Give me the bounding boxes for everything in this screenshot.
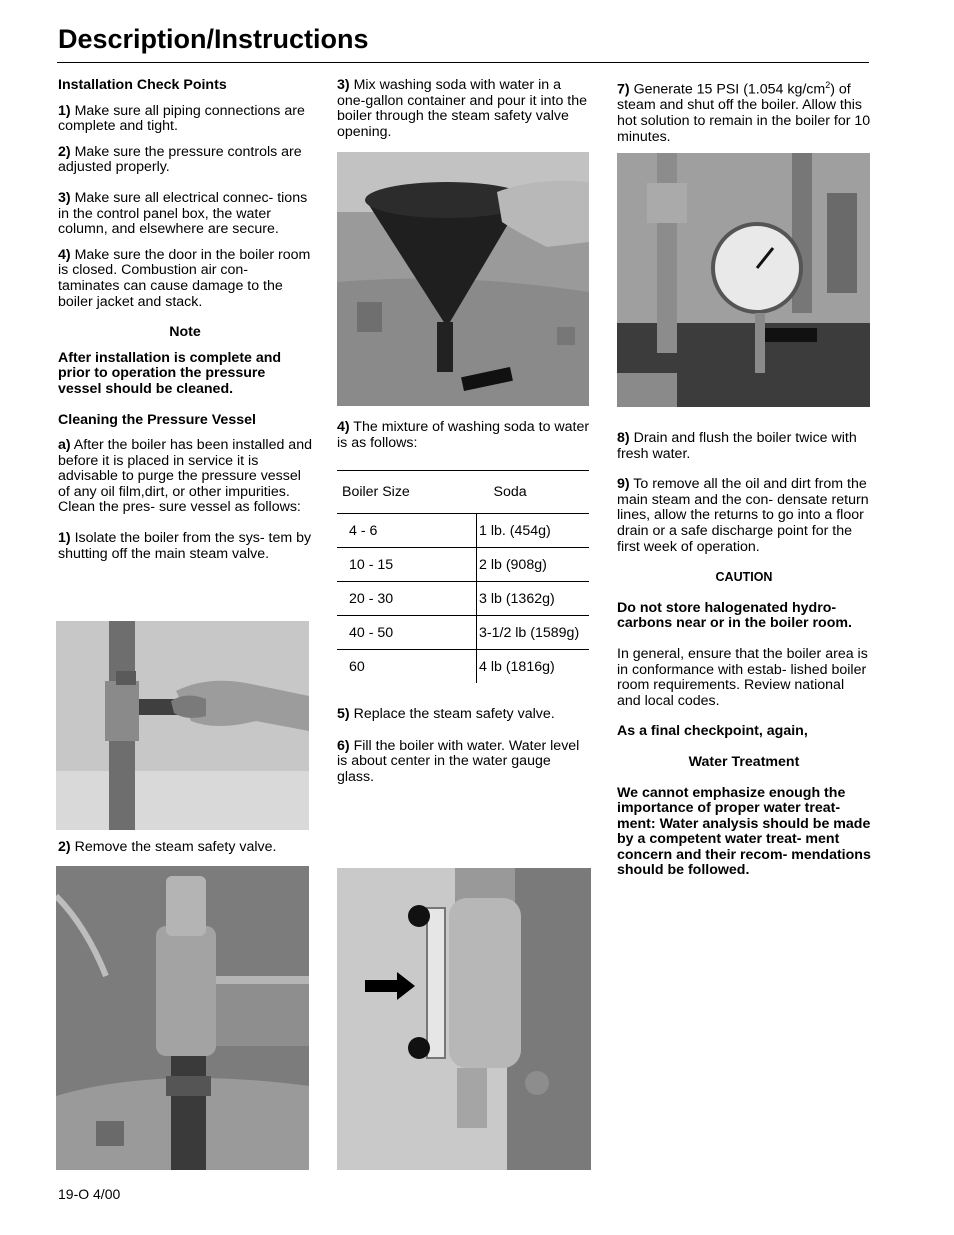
step-8: 8) Drain and flush the boiler twice with fresh water. — [617, 430, 857, 462]
caution-text: Do not store halogenated hydro- carbons near or in the boiler room. — [617, 599, 852, 632]
photo-steam-gauge — [617, 153, 870, 407]
step-9: 9) To remove all the oil and dirt from the main steam and the con- densate return lines, allow the returns to go into a floor drain or a safe discharge point for the first week of operation. — [617, 476, 869, 555]
photo-safety-valve — [56, 866, 309, 1170]
check-item-3: 3) Make sure all electrical connec- tions in the control panel box, the water column, and elsewhere are secure. — [58, 189, 308, 238]
page-title: Description/Instructions — [58, 24, 369, 54]
photo-funnel — [337, 152, 589, 406]
check-item-1: 1) Make sure all piping connections are complete and tight. — [58, 102, 305, 135]
table-row: 40 - 50 3-1/2 lb (1589g) — [337, 616, 589, 650]
step-7-text: 7) Generate 15 PSI (1.054 $kg/cm^2$) of steam and shut off the boiler. Allow this hot solution to remain in the boiler for 10 minutes. — [617, 80, 871, 145]
column-1 — [58, 78, 312, 572]
header-soda: Soda — [477, 471, 590, 514]
general-text: In general, ensure that the boiler area is in conformance with estab- lished boiler room requirements. Review national and local codes. — [617, 645, 868, 709]
photo-gauge-glass — [337, 868, 591, 1170]
step-6: 6) Fill the boiler with water. Water level is about center in the water gauge glass. — [337, 737, 580, 785]
table-row: 10 - 15 2 lb (908g) — [337, 548, 589, 582]
table-row: 4 - 6 1 lb. (454g) — [337, 514, 589, 548]
caution-label: CAUTION — [715, 570, 773, 585]
cleaning-heading: Cleaning the Pressure Vessel — [58, 411, 256, 428]
water-treatment-heading: Water Treatment — [688, 753, 800, 770]
step-5: 5) Replace the steam safety valve. — [337, 706, 555, 722]
steps-5-6-text — [337, 707, 591, 795]
water-treatment-text: We cannot emphasize enough the importance of proper water treat- ment: Water analysis should be made by a competent water treat- ment concern and their recom- mendations should be followed. — [617, 784, 871, 879]
step-4-text: 4) The mixture of washing soda to water is as follows: — [337, 419, 590, 451]
check-item-2: 2) Make sure the pressure controls are adjusted properly. — [58, 143, 302, 176]
column-3 — [617, 431, 871, 889]
check-item-4: 4) Make sure the door in the boiler room is closed. Combustion air con- taminates can cause damage to the boiler jacket and stack. — [58, 246, 311, 310]
header-boiler-size: Boiler Size — [337, 471, 477, 514]
table-row: 20 - 30 3 lb (1362g) — [337, 582, 589, 616]
step-3-text: 3) Mix washing soda with water in a one-gallon container and pour it into the boiler through the steam safety valve opening. — [337, 77, 588, 140]
step-a: a) After the boiler has been installed and before it is placed in service it is advisable to purge the pressure vessel of any oil film,dirt, or other impurities. Clean the pres- sure vessel as follows: — [58, 437, 312, 516]
step-2-text: 2) Remove the steam safety valve. — [58, 839, 277, 855]
installation-heading: Installation Check Points — [58, 77, 227, 93]
table-row: 60 4 lb (1816g) — [337, 650, 589, 684]
page-footer: 19-O 4/00 — [58, 1186, 121, 1202]
soda-table — [337, 470, 589, 683]
table-header-row — [337, 471, 589, 514]
note-text: After installation is complete and prior to operation the pressure vessel should be cleaned. — [58, 349, 282, 397]
title-rule — [57, 62, 869, 63]
step-1: 1) Isolate the boiler from the sys- tem by shutting off the main steam valve. — [58, 530, 312, 562]
photo-valve-shutoff — [56, 621, 309, 830]
note-label: Note — [169, 324, 201, 341]
final-checkpoint: As a final checkpoint, again, — [617, 723, 808, 740]
